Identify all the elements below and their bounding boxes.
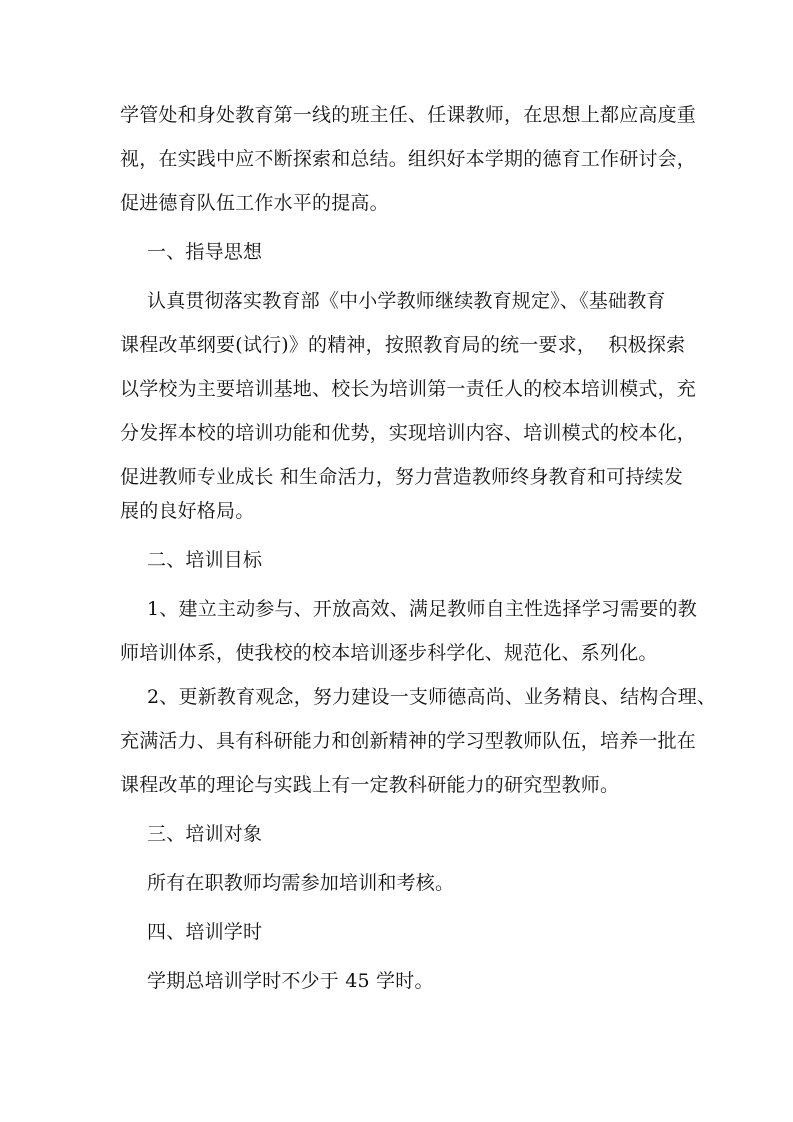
section-2-item-1-line-2: 师培训体系，使我校的校本培训逐步科学化、规范化、系列化。 [120,642,658,664]
section-2-item-2-line-3: 课程改革的理论与实践上有一定教科研能力的研究型教师。 [120,774,620,796]
section-2-item-2-line-2: 充满活力、具有科研能力和创新精神的学习型教师队伍，培养一批在 [120,730,697,752]
intro-line-3: 促进德育队伍工作水平的提高。 [120,192,389,214]
section-4-text: 学期总培训学时不少于 45 学时。 [147,970,434,992]
section-1-line-5: 促进教师专业成长 和生命活力，努力营造教师终身教育和可持续发 [120,466,684,488]
section-1-line-2: 课程改革纲要(试行)》的精神，按照教育局的统一要求， 积极探索 [120,334,686,356]
section-1-line-4: 分发挥本校的培训功能和优势，实现培训内容、培训模式的校本化， [120,422,697,444]
section-1-line-3: 以学校为主要培训基地、校长为培训第一责任人的校本培训模式，充 [120,378,697,400]
section-1-line-1: 认真贯彻落实教育部《中小学教师继续教育规定》、《基础教育 [147,290,666,312]
section-1-line-6: 展的良好格局。 [120,500,255,522]
section-1-heading: 一、指导思想 [147,241,263,263]
section-3-heading: 三、培训对象 [147,823,263,845]
section-3-text: 所有在职教师均需参加培训和考核。 [147,872,455,894]
section-2-item-1-line-1: 1、建立主动参与、开放高效、满足教师自主性选择学习需要的教 [147,598,697,620]
section-2-heading: 二、培训目标 [147,549,263,571]
section-4-heading: 四、培训学时 [147,921,263,943]
intro-line-2: 视，在实践中应不断探索和总结。组织好本学期的德育工作研讨会， [120,148,697,170]
section-2-item-2-line-1: 2、更新教育观念，努力建设一支师德高尚、业务精良、结构合理、 [147,686,717,708]
intro-line-1: 学管处和身处教育第一线的班主任、任课教师，在思想上都应高度重 [120,104,697,126]
